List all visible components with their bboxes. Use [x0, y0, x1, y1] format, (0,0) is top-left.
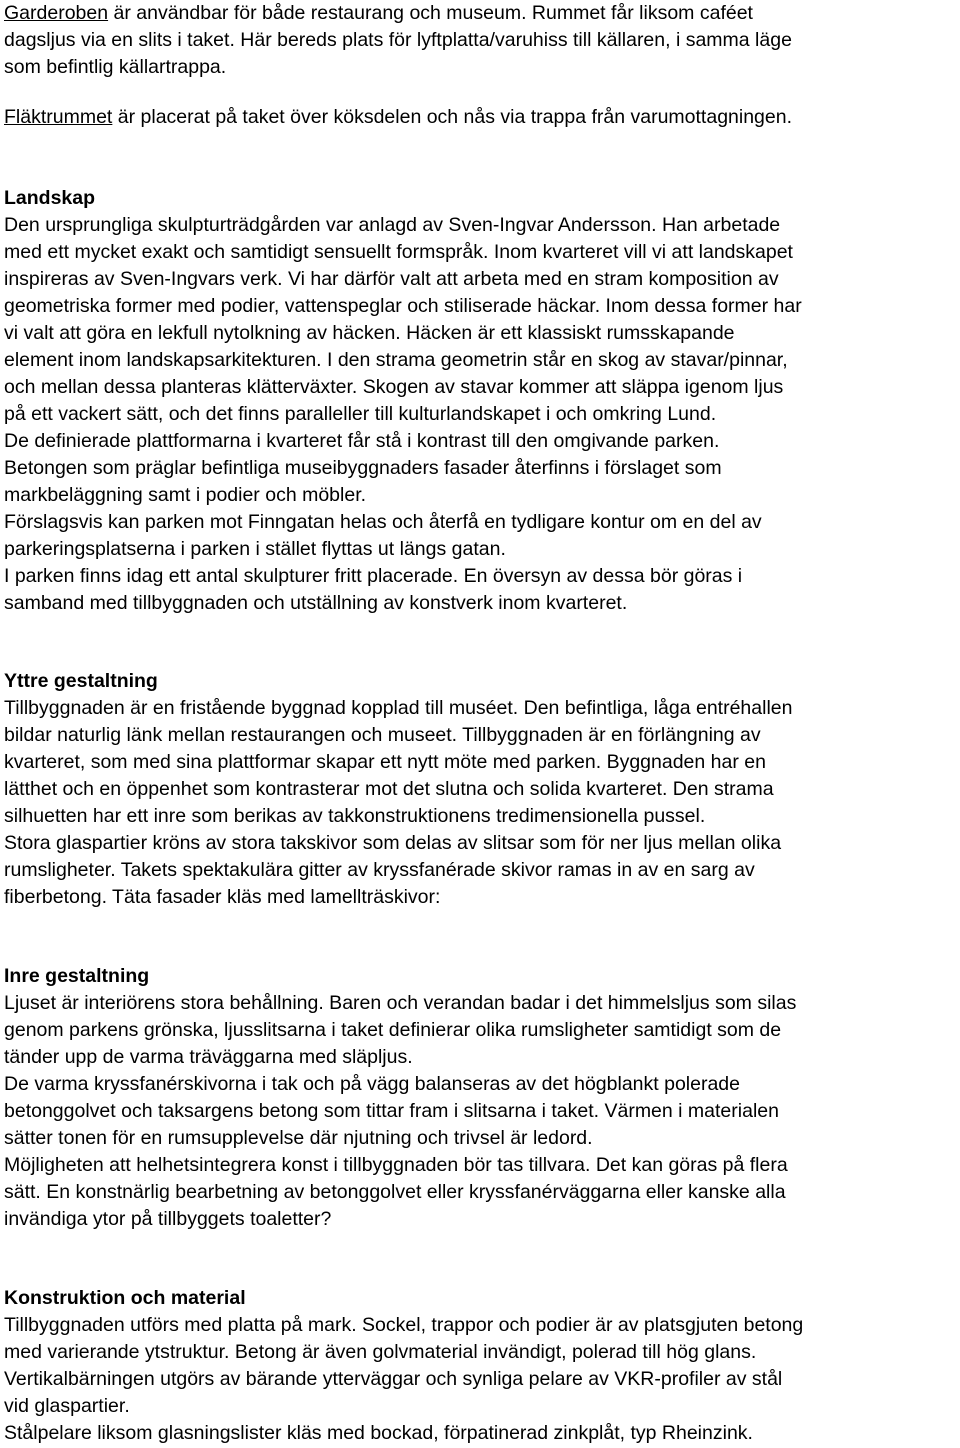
text-line: sätt. En konstnärlig bearbetning av betonggolvet eller kryssfanérväggarna eller kanske alla — [4, 1181, 786, 1203]
underlined-term: Garderoben — [4, 2, 109, 24]
text-line: samband med tillbyggnaden och utställning av konstverk inom kvarteret. — [4, 592, 628, 614]
text-run: är användbar för både restaurang och museum. Rummet får liksom caféet — [108, 2, 753, 24]
section-heading: Inre gestaltning — [4, 965, 150, 987]
text-line: vid glaspartier. — [4, 1395, 130, 1417]
text-line: silhuetten har ett inre som berikas av takkonstruktionens tredimensionella pussel. — [4, 805, 706, 827]
text-line — [4, 54, 226, 81]
text-line: bildar naturlig länk mellan restaurangen och museet. Tillbyggnaden är en förlängning av — [4, 724, 761, 746]
text-line: Stora glaspartier kröns av stora takskivor som delas av slitsar som för ner ljus mellan olika — [4, 832, 782, 854]
text-line: Möjligheten att helhetsintegrera konst i tillbyggnaden bör tas tillvara. Det kan göras på flera — [4, 1154, 788, 1176]
text-line — [4, 27, 792, 54]
text-line: De varma kryssfanérskivorna i tak och på vägg balanseras av det högblankt polerade — [4, 1073, 740, 1095]
text-line: Den ursprungliga skulpturträdgården var anlagd av Sven-Ingvar Andersson. Han arbetade — [4, 214, 781, 236]
text-line: kvarteret, som med sina plattformar skapar ett nytt möte med parken. Byggnaden har en — [4, 751, 766, 773]
text-line: Vertikalbärningen utgörs av bärande ytterväggar och synliga pelare av VKR-profiler av stål — [4, 1368, 783, 1390]
text-line: Ljuset är interiörens stora behållning. Baren och verandan badar i det himmelsljus som silas — [4, 992, 797, 1014]
text-line: genom parkens grönska, ljusslitsarna i taket definierar olika rumsligheter samtidigt som de — [4, 1019, 782, 1041]
text-line: Tillbyggnaden utförs med platta på mark. Sockel, trappor och podier är av platsgjuten betong — [4, 1314, 804, 1336]
text-line: invändiga ytor på tillbyggets toaletter? — [4, 1208, 332, 1230]
text-line: fiberbetong. Täta fasader kläs med lamellträskivor: — [4, 886, 441, 908]
text-line: element inom landskapsarkitekturen. I den strama geometrin står en skog av stavar/pinnar, — [4, 349, 788, 371]
text-line: markbeläggning samt i podier och möbler. — [4, 484, 367, 506]
text-line: parkeringsplatserna i parken i stället flyttas ut längs gatan. — [4, 538, 506, 560]
text-run: dagsljus via en slits i taket. Här bereds plats för lyftplatta/varuhiss till källaren, i samma läge — [4, 29, 792, 51]
text-line: och mellan dessa planteras klätterväxter. Skogen av stavar kommer att släppa igenom ljus — [4, 376, 784, 398]
text-line: Betongen som präglar befintliga museibyggnaders fasader återfinns i förslaget som — [4, 457, 722, 479]
text-line — [4, 0, 753, 27]
text-run: som befintlig källartrappa. — [4, 56, 227, 78]
section-heading: Yttre gestaltning — [4, 670, 158, 692]
text-run: är placerat på taket över köksdelen och nås via trappa från varumottagningen. — [112, 106, 793, 128]
section-heading: Landskap — [4, 187, 96, 209]
text-line: med varierande ytstruktur. Betong är även golvmaterial invändigt, polerad till hög glans. — [4, 1341, 757, 1363]
text-line: betonggolvet och taksargens betong som tittar fram i slitsarna i taket. Värmen i materialen — [4, 1100, 779, 1122]
text-line: rumsligheter. Takets spektakulära gitter av kryssfanérade skivor ramas in av en sarg av — [4, 859, 755, 881]
text-line: på ett vackert sätt, och det finns paralleller till kulturlandskapet i och omkring Lund. — [4, 403, 717, 425]
text-line: inspireras av Sven-Ingvars verk. Vi har därför valt att arbeta med en stram komposition av — [4, 268, 779, 290]
text-line: geometriska former med podier, vattenspeglar och stiliserade häckar. Inom dessa former har — [4, 295, 802, 317]
text-line: I parken finns idag ett antal skulpturer fritt placerade. En översyn av dessa bör göras i — [4, 565, 743, 587]
text-line — [4, 104, 792, 131]
text-line: sätter tonen för en rumsupplevelse där njutning och trivsel är ledord. — [4, 1127, 593, 1149]
text-line: med ett mycket exakt och samtidigt sensuellt formspråk. Inom kvarteret vill vi att landskapet — [4, 241, 793, 263]
text-line: Förslagsvis kan parken mot Finngatan helas och återfå en tydligare kontur om en del av — [4, 511, 762, 533]
text-line: Tillbyggnaden är en fristående byggnad kopplad till muséet. Den befintliga, låga entréhallen — [4, 697, 793, 719]
text-line: lätthet och en öppenhet som kontrasterar mot det slutna och solida kvarteret. Den strama — [4, 778, 774, 800]
underlined-term: Fläktrummet — [4, 106, 113, 128]
section-heading: Konstruktion och material — [4, 1287, 246, 1309]
text-line: Stålpelare liksom glasningslister kläs med bockad, förpatinerad zinkplåt, typ Rheinzink. — [4, 1422, 753, 1444]
text-line: De definierade plattformarna i kvarteret får stå i kontrast till den omgivande parken. — [4, 430, 720, 452]
text-line: tänder upp de varma träväggarna med släpljus. — [4, 1046, 413, 1068]
text-line: vi valt att göra en lekfull nytolkning av häcken. Häcken är ett klassiskt rumsskapande — [4, 322, 735, 344]
